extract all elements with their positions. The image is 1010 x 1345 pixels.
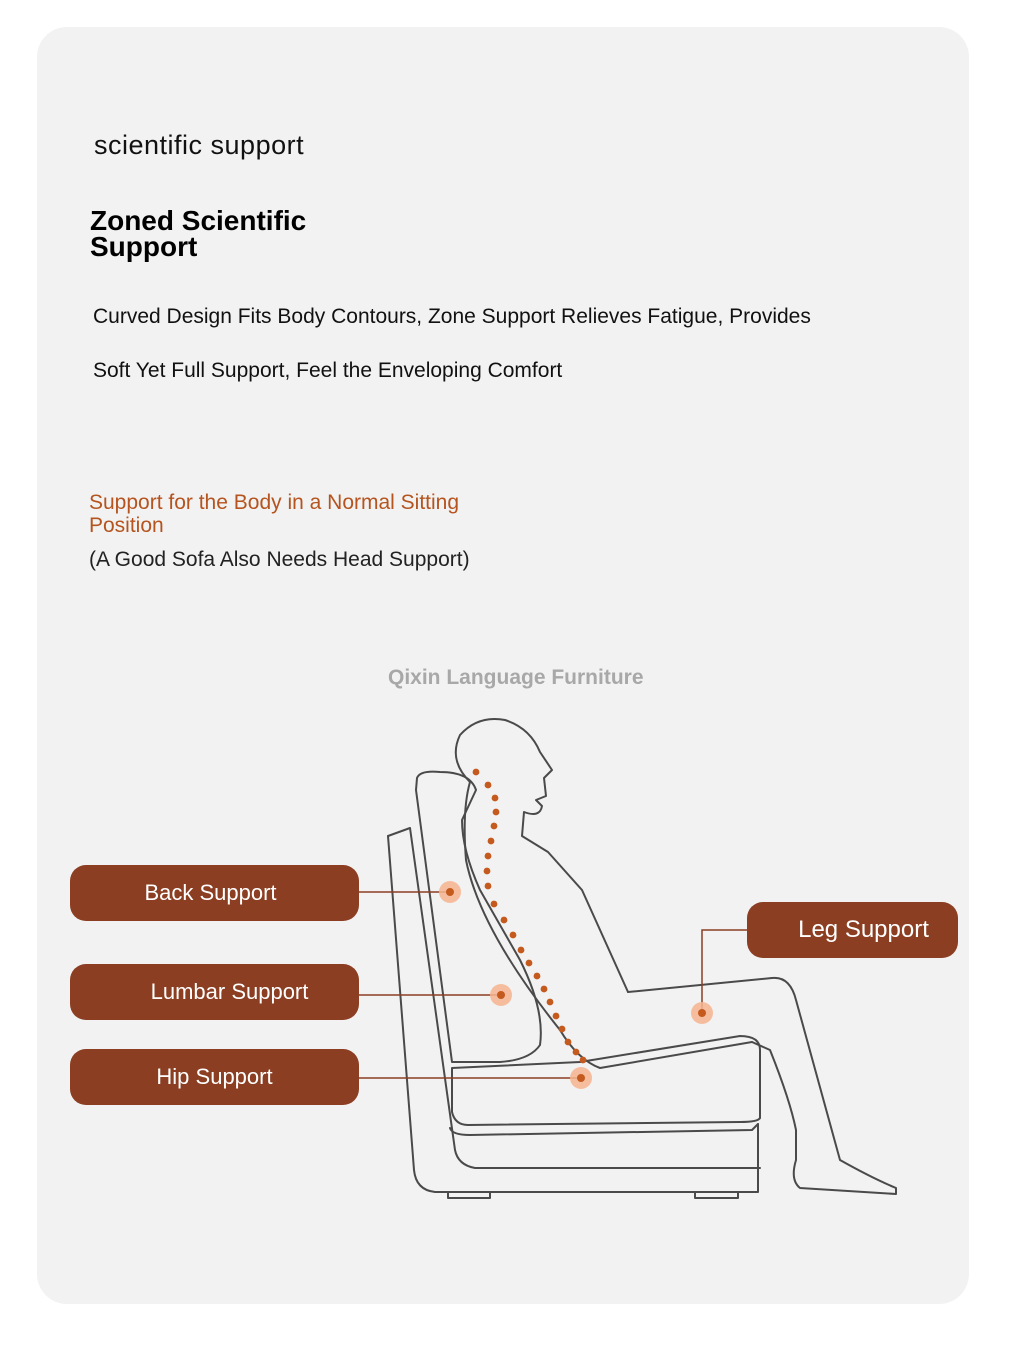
hip-support-label: Hip Support <box>70 1049 359 1105</box>
spine-dot <box>493 809 500 816</box>
leader-lines <box>359 892 747 1078</box>
spine-dot <box>492 795 499 802</box>
spine-dot <box>518 947 525 954</box>
section-note: (A Good Sofa Also Needs Head Support) <box>89 548 470 571</box>
spine-dot <box>573 1049 580 1056</box>
spine-dot <box>485 853 492 860</box>
hip-support-point <box>570 1067 592 1089</box>
spine-dot <box>473 769 480 776</box>
spine-dot <box>501 917 508 924</box>
leg-leader-line <box>702 930 747 1013</box>
section-subtitle: Support for the Body in a Normal Sitting Position <box>89 491 460 537</box>
spine-dot <box>559 1026 566 1033</box>
brand-watermark: Qixin Language Furniture <box>388 666 644 689</box>
leg-support-label: Leg Support <box>747 902 958 958</box>
description-line-2: Soft Yet Full Support, Feel the Enveloping Comfort <box>93 359 563 382</box>
spine-dot <box>553 1013 560 1020</box>
spine-dot <box>488 838 495 845</box>
eyebrow-text: scientific support <box>94 130 305 160</box>
spine-dot <box>485 782 492 789</box>
spine-dot <box>541 986 548 993</box>
spine-dot <box>491 901 498 908</box>
spine-dot <box>526 960 533 967</box>
back-support-point <box>439 881 461 903</box>
lumbar-support-label: Lumbar Support <box>70 964 359 1020</box>
spine-dot <box>485 883 492 890</box>
spine-dot <box>484 868 491 875</box>
spine-dot <box>491 823 498 830</box>
spine-dot <box>565 1039 572 1046</box>
back-support-label: Back Support <box>70 865 359 921</box>
spine-dot <box>510 932 517 939</box>
spine-dot <box>580 1057 587 1064</box>
lumbar-support-point <box>490 984 512 1006</box>
spine-dot <box>534 973 541 980</box>
description-line-1: Curved Design Fits Body Contours, Zone Support Relieves Fatigue, Provides <box>93 305 811 328</box>
spine-dot <box>547 999 554 1006</box>
leg-support-point <box>691 1002 713 1024</box>
support-points <box>439 881 713 1089</box>
page-title: Zoned Scientific Support <box>90 205 307 262</box>
